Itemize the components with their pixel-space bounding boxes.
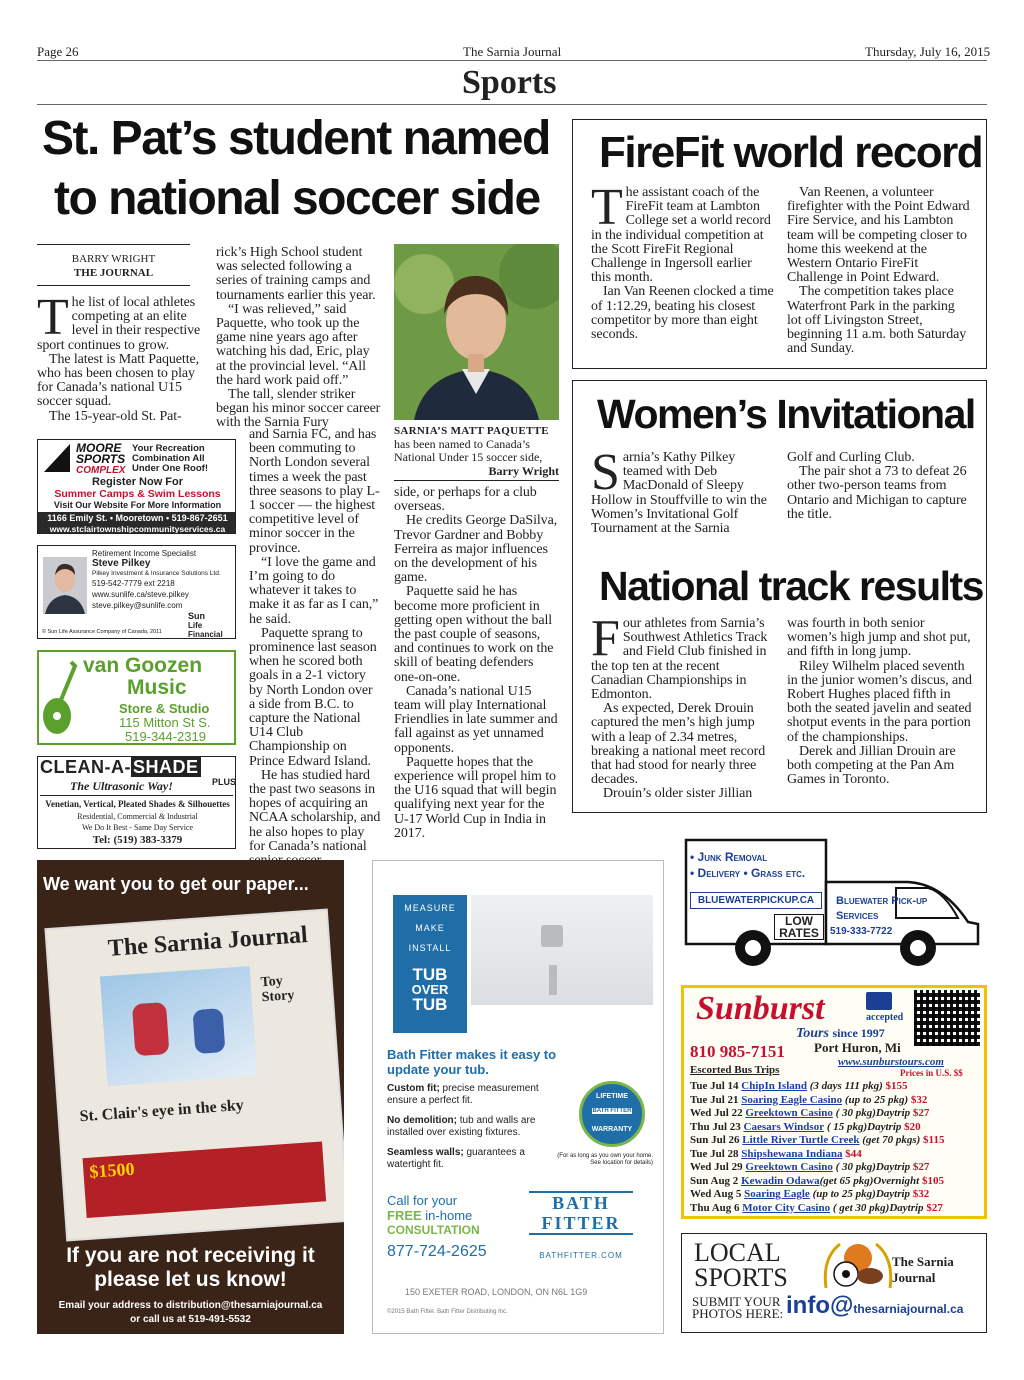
- bf-seal-note: (For as long as you own your home. See location for details): [557, 1153, 653, 1166]
- localsports-masthead: The Sarnia Journal: [892, 1254, 954, 1285]
- trip-name[interactable]: Soaring Eagle Casino: [741, 1093, 843, 1106]
- bf-tub-over-tub: TUB OVER TUB: [411, 965, 449, 1014]
- trip-name[interactable]: Motor City Casino: [742, 1201, 831, 1214]
- bw-junk-removal: • Junk Removal: [690, 850, 768, 864]
- trip-row[interactable]: [690, 1175, 986, 1189]
- vangoozen-phone: 519-344-2319: [125, 729, 206, 744]
- bf-measure: MEASURE: [404, 903, 456, 913]
- trip-row[interactable]: [690, 1202, 986, 1216]
- trip-price: $44: [842, 1147, 862, 1160]
- clean-brand: CLEAN-A- SHADE: [40, 757, 199, 777]
- promo-stclair: St. Clair's eye in the sky: [79, 1096, 245, 1126]
- trip-name[interactable]: Kewadin Odawa: [741, 1174, 820, 1187]
- byline-rule-top: [37, 244, 190, 245]
- bf-feature-2: No demolition; tub and walls are installed over existing fixtures.: [387, 1115, 536, 1138]
- sunburst-phone: 810 985-7151: [690, 1042, 785, 1061]
- trip-price: $155: [882, 1080, 908, 1092]
- bathfitter-ad[interactable]: [372, 860, 664, 1334]
- newspaper-stack: [47, 911, 344, 1240]
- promo-toystory: Toy Story: [260, 973, 295, 1006]
- moore-brand: MOORE SPORTS COMPLEX: [76, 441, 126, 476]
- moore-web[interactable]: www.stclairtownshipcommunityservices.ca: [49, 524, 226, 534]
- player-portrait: [394, 244, 559, 420]
- track-col2: was fourth in both senior women’s high jump and shot put, and fifth in long jump. Riley Wilhelm placed seventh in the junior women’s discus, and Robert Hughes placed fifth in both the seated javelin and seated shotput events in the para portion of the championships. Derek and Jillian Drouin are both competing at the Pan Am Games in Toronto.: [787, 616, 972, 788]
- promo-price: $1500: [88, 1158, 136, 1182]
- vangoozen-studio: Store & Studio: [119, 701, 210, 716]
- byline-rule-bottom: [37, 285, 190, 286]
- trip-date: Tue Jul 14: [690, 1080, 742, 1092]
- firefit-col2: Van Reenen, a volunteer firefighter with the Point Edward Fire Service, and his Lambton team will be competing closer to home this weekend at the Western Ontario FireFit Challenge in Point Edward. The competition takes place Waterfront Park in the parking lot off Livingston Street, beginning 11 a.m. both Saturday and Sunday.: [787, 185, 970, 357]
- bw-phone: 519-333-7722: [830, 926, 893, 937]
- promo-bottom-1: If you are not receiving it: [66, 1244, 315, 1267]
- credit-card-icon: [866, 992, 892, 1010]
- bf-make: MAKE: [415, 923, 445, 933]
- dropcap: S: [591, 444, 620, 501]
- agent-photo: [43, 557, 87, 614]
- trip-price: $27: [923, 1201, 943, 1214]
- trip-name[interactable]: Soaring Eagle: [744, 1188, 810, 1200]
- bluewater-ad[interactable]: [678, 832, 987, 972]
- trip-date: Wed Jul 29: [690, 1161, 746, 1173]
- trip-detail: (up to 25 pkg)Daytrip: [809, 1188, 911, 1200]
- trip-date: Tue Jul 21: [690, 1093, 742, 1106]
- photo-caption-title: SARNIA’S MATT PAQUETTE: [394, 425, 549, 437]
- sunlife-title: Retirement Income Specialist: [92, 549, 197, 558]
- trip-date: Sun Aug 2: [690, 1174, 742, 1187]
- trip-name[interactable]: Little River Turtle Creek: [742, 1134, 860, 1146]
- moore-visit: Visit Our Website For More Information: [53, 500, 222, 510]
- clean-slogan: The Ultrasonic Way!: [70, 779, 173, 793]
- localsports-ad[interactable]: [681, 1233, 987, 1333]
- trip-price: $32: [908, 1093, 928, 1106]
- trip-date: Thu Jul 23: [690, 1120, 744, 1133]
- firefit-col1: The assistant coach of the FireFit team at Lambton College set a world record in the individual competition at the Scott FireFit Regional Challenge in Ingersoll earlier this month. Ian Van Reenen clocked a time of 1:12.29, beating his closest competitor by more than eight seconds.: [591, 179, 774, 343]
- bw-name: Bluewater Pick-up Services: [836, 895, 928, 922]
- trip-detail: (get 65 pkg)Overnight: [819, 1174, 920, 1187]
- paper-name: The Sarnia Journal: [463, 44, 562, 59]
- bf-logo: BATH FITTER: [529, 1191, 633, 1235]
- trip-date: Wed Jul 22: [690, 1107, 746, 1119]
- bf-call-3: CONSULTATION: [387, 1223, 480, 1237]
- dropcap: T: [591, 179, 623, 236]
- trip-detail: ( 30 pkg)Daytrip: [832, 1107, 911, 1119]
- bf-call-1: Call for your: [387, 1193, 458, 1208]
- trip-row[interactable]: [690, 1121, 986, 1135]
- sunburst-brand: Sunburst: [696, 990, 825, 1027]
- dropcap: F: [591, 610, 620, 667]
- bf-feature-3: Seamless walls; guarantees a watertight fit.: [387, 1147, 525, 1170]
- trip-detail: ( 15 pkg)Daytrip: [824, 1120, 902, 1133]
- bw-low-rates: LOW RATES: [774, 914, 824, 940]
- trip-row[interactable]: [690, 1134, 986, 1148]
- sunburst-city: Port Huron, Mi: [814, 1040, 901, 1055]
- sunlife-logo-icon: Sun Life Financial: [188, 611, 223, 639]
- sunburst-prices: Prices in U.S. $$: [900, 1068, 963, 1078]
- clean-plus: PLUS: [212, 777, 237, 787]
- trip-price: $27: [910, 1161, 930, 1173]
- bw-url[interactable]: BLUEWATERPICKUP.CA: [690, 892, 822, 909]
- trip-list: [690, 1080, 986, 1215]
- sports-balls-icon: [820, 1238, 896, 1296]
- bf-copyright: ©2015 Bath Fitter. Bath Fitter Distributing Inc.: [387, 1309, 508, 1315]
- dropcap: T: [37, 289, 69, 346]
- clean-line2: Residential, Commercial & Industrial: [77, 812, 198, 821]
- vangoozen-name: van Goozen: [83, 654, 203, 677]
- trip-row[interactable]: [690, 1148, 986, 1162]
- clean-line3: We Do It Best - Same Day Service: [81, 823, 194, 832]
- issue-date: Thursday, July 16, 2015: [865, 44, 991, 59]
- localsports-title: LOCAL SPORTS: [694, 1238, 788, 1292]
- sunburst-escorted: Escorted Bus Trips: [690, 1064, 780, 1076]
- section-title: Sports: [462, 64, 557, 101]
- trip-date: Wed Aug 5: [690, 1188, 745, 1200]
- trip-price: $32: [910, 1188, 930, 1200]
- trip-date: Thu Aug 6: [690, 1201, 743, 1214]
- trip-date: Tue Jul 28: [690, 1147, 742, 1160]
- trip-detail: (3 days 111 pkg): [807, 1080, 883, 1092]
- paquette-photo: [394, 244, 559, 420]
- trip-detail: (get 70 pkgs): [859, 1134, 921, 1146]
- vangoozen-address: 115 Mitton St S.: [119, 715, 211, 730]
- trip-row[interactable]: [690, 1188, 986, 1202]
- trip-price: $27: [910, 1107, 930, 1119]
- photo-caption-text: has been named to Canada’s National Under 15 soccer side,: [394, 437, 543, 464]
- trip-row[interactable]: [690, 1161, 986, 1175]
- main-headline-line1: St. Pat’s student named: [42, 112, 550, 165]
- moore-register: Register Now For: [91, 476, 184, 488]
- sunlife-web[interactable]: www.sunlife.ca/steve.pilkey: [92, 590, 189, 599]
- bf-install: INSTALL: [408, 943, 452, 953]
- womens-col1: Sarnia’s Kathy Pilkey teamed with Deb MacDonald of Sleepy Hollow in Stouffville to win the Women’s Invitational Golf Tournament at the Sarnia: [591, 444, 767, 537]
- trip-date: Sun Jul 26: [690, 1134, 743, 1146]
- section-rule: [37, 104, 987, 105]
- trip-detail: (up to 25 pkg): [842, 1093, 909, 1106]
- clean-tel: Tel: (519) 383-3379: [92, 834, 183, 846]
- bf-address: 150 EXETER ROAD, LONDON, ON N6L 1G9: [405, 1287, 588, 1297]
- page-number: Page 26: [37, 44, 79, 59]
- trip-name[interactable]: ChipIn Island: [741, 1080, 808, 1092]
- womens-box: [572, 380, 987, 813]
- byline-org: THE JOURNAL: [73, 267, 154, 279]
- sunlife-company: Pilkey Investment & Insurance Solutions Ltd.: [92, 570, 221, 577]
- bf-headline: Bath Fitter makes it easy to update your tub.: [387, 1047, 557, 1077]
- firefit-box: [572, 119, 987, 369]
- sunburst-tours: Tours since 1997: [796, 1026, 885, 1041]
- clean-a-shade-ad[interactable]: [37, 756, 236, 849]
- byline-name: BARRY WRIGHT: [71, 253, 156, 265]
- bf-feature-1: Custom fit; precise measurement ensure a perfect fit.: [387, 1083, 539, 1106]
- vangoozen-music: Music: [127, 676, 187, 699]
- firefit-headline: FireFit world record: [599, 128, 983, 177]
- main-col3: side, or perhaps for a club overseas. He credits George DaSilva, Trevor Gardner and Bobby Ferreira as major influences on the development of his game. Paquette said he has become more proficient in getting open without the ball the past couple of seasons, and continues to work on the skill of beating defenders one-on-one. Canada’s national U15 team will play International Friendlies in late summer and fall against as yet unnamed opponents. Paquette hopes that the experience will propel him to the U16 squad that will begin qualifying next year for the U-17 World Cup in India in 2017.: [394, 485, 558, 841]
- moore-logo-icon: [44, 444, 70, 472]
- trip-name[interactable]: Shipshewana Indiana: [741, 1147, 843, 1160]
- promo-email[interactable]: Email your address to distribution@thesarniajournal.ca: [58, 1300, 323, 1311]
- womens-col2: Golf and Curling Club. The pair shot a 73 to defeat 26 other two-person teams from Ontario and Michigan to capture the title.: [787, 450, 967, 522]
- trip-price: $20: [901, 1120, 921, 1133]
- promo-photo: [100, 966, 257, 1086]
- vangoozen-ad[interactable]: [37, 650, 236, 745]
- guitar-icon: [41, 660, 85, 740]
- sunburst-web[interactable]: www.sunburstours.com: [838, 1056, 944, 1068]
- trip-price: $105: [919, 1174, 944, 1187]
- bf-phone[interactable]: 877-724-2625: [387, 1243, 487, 1260]
- photo-credit: Barry Wright: [488, 464, 559, 478]
- bw-delivery: • Delivery • Grass etc.: [690, 866, 806, 880]
- journal-promo-ad[interactable]: [37, 860, 344, 1334]
- trip-row[interactable]: [690, 1107, 986, 1121]
- sunlife-copyright: © Sun Life Assurance Company of Canada, 2011: [42, 629, 162, 635]
- trip-detail: ( get 30 pkg)Daytrip: [830, 1201, 924, 1214]
- trip-row[interactable]: [690, 1094, 986, 1108]
- bf-warranty-seal-icon: LIFETIME BATH FITTER WARRANTY: [579, 1081, 645, 1147]
- moore-address: 1166 Emily St. • Mooretown • 519-867-2651: [47, 513, 228, 523]
- main-col2: rick’s High School student was selected following a series of training camps and tournaments earlier this year. “I was relieved,” said Paquette, who took up the game nine years ago after watching his dad, Eric, play at the provincial level. “All the hard work paid off.” The tall, slender striker began his minor soccer career with the Sarnia Fury: [216, 245, 381, 431]
- sunlife-name: Steve Pilkey: [92, 558, 151, 569]
- moore-camps: Summer Camps & Swim Lessons: [54, 488, 221, 500]
- main-headline-line2: to national soccer side: [54, 172, 540, 225]
- trip-row[interactable]: [690, 1080, 986, 1094]
- trip-price: $115: [920, 1134, 945, 1146]
- trip-name[interactable]: Greektown Casino: [745, 1107, 833, 1119]
- trip-name[interactable]: Caesars Windsor: [743, 1120, 825, 1133]
- womens-headline: Women’s Invitational: [597, 391, 975, 437]
- main-col2b: and Sarnia FC, and has been commuting to North London several times a week the past three seasons to play L-1 soccer — the highest competitive level of minor soccer in the province. “I love the game and I’m going to do whatever it takes to make it as far as I can,” he said. Paquette sprang to prominence last season when he scored both goals in a 2-1 victory by North London over a side from B.C. to capture the National U14 Club Championship on Prince Edward Island. He has studied hard the past two seasons in hopes of acquiring an NCAA scholarship, and he also hopes to play for Canada’s national: [249, 427, 381, 854]
- promo-bottom-2: please let us know!: [94, 1268, 287, 1291]
- localsports-email[interactable]: info@thesarniajournal.ca: [786, 1292, 964, 1319]
- promo-top-text: We want you to get our paper...: [43, 874, 309, 894]
- moore-tagline: Your Recreation Combination All Under One Roof!: [132, 443, 208, 474]
- sunburst-accepted: accepted: [866, 1012, 904, 1023]
- sunburst-ad[interactable]: [681, 985, 987, 1219]
- promo-masthead: The Sarnia Journal: [107, 921, 309, 962]
- bf-call-2: FREE in-home: [387, 1208, 473, 1223]
- sunlife-phone: 519-542-7779 ext 2218: [92, 579, 175, 588]
- caption-rule: [394, 480, 559, 481]
- main-col1: The list of local athletes competing at an elite level in their respective sport continues to grow. The latest is Matt Paquette, who has been chosen to play for Canada’s national U15 soccer squad. The 15-year-old St. Pat-: [37, 289, 201, 424]
- header-rule: [37, 60, 987, 61]
- promo-call: or call us at 519-491-5532: [130, 1314, 251, 1325]
- bf-web[interactable]: BATHFITTER.COM: [539, 1251, 623, 1260]
- track-col1: Four athletes from Sarnia’s Southwest Athletics Track and Field Club finished in the top ten at the recent Canadian Championships in Edmonton. As expected, Derek Drouin captured the men’s high jump with a leap of 2.34 metres, breaking a national meet record that had stood for nearly three decades. Drouin’s older sister Jillian: [591, 610, 768, 802]
- trip-name[interactable]: Greektown Casino: [745, 1161, 833, 1173]
- moore-sports-ad[interactable]: [37, 439, 236, 534]
- qr-code-icon: [914, 990, 980, 1046]
- clean-line1: Venetian, Vertical, Pleated Shades & Silhouettes: [45, 799, 230, 809]
- bf-tub-photo: [471, 895, 653, 1033]
- clean-rule: [40, 795, 233, 796]
- trip-detail: ( 30 pkg)Daytrip: [832, 1161, 911, 1173]
- sunlife-email[interactable]: steve.pilkey@sunlife.com: [92, 601, 183, 610]
- track-headline: National track results: [599, 563, 983, 609]
- localsports-submit: SUBMIT YOUR PHOTOS HERE:: [692, 1294, 784, 1321]
- agent-portrait: [43, 557, 87, 614]
- sunlife-ad[interactable]: [37, 545, 236, 639]
